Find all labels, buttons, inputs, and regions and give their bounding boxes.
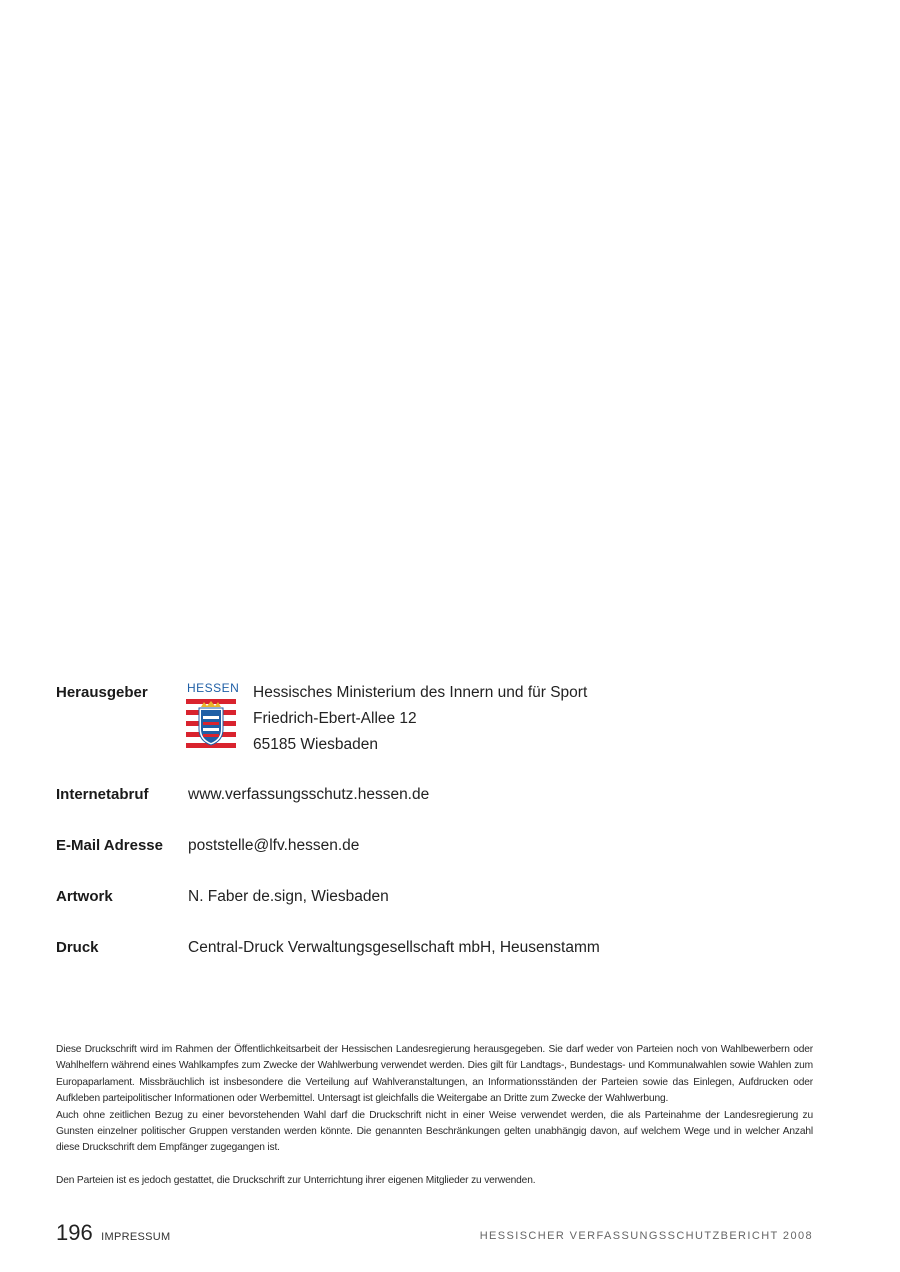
- hessen-logo: [186, 682, 238, 752]
- artwork-label: Artwork: [56, 888, 113, 905]
- report-title: HESSISCHER VERFASSUNGSSCHUTZBERICHT 2008: [479, 1230, 813, 1242]
- hessen-coat-of-arms-icon: [186, 699, 236, 749]
- internet-link[interactable]: www.verfassungsschutz.hessen.de: [188, 786, 430, 803]
- notice-paragraph-2: Auch ohne zeitlichen Bezug zu einer bevorstehenden Wahl darf die Druckschrift nicht in einer Weise verwendet werden, die als Parteinahme der Landesregierung zu Gunsten einzelner politischer Gruppen verstanden werden könnte. Die genannten Beschränkungen gelten unabhängig davon, auf welchem Wege und in welcher Anzahl diese Druckschrift dem Empfänger zugegangen ist.: [56, 1109, 813, 1154]
- footer-left: [56, 1220, 171, 1246]
- email-label: E-Mail Adresse: [56, 837, 163, 854]
- email-row: [56, 835, 836, 886]
- internet-row: [56, 784, 836, 835]
- page-number: 196: [56, 1220, 93, 1245]
- email-link[interactable]: poststelle@lfv.hessen.de: [188, 837, 360, 854]
- artwork-row: [56, 886, 836, 937]
- imprint-block: [56, 682, 836, 988]
- notice-paragraph-1: Diese Druckschrift wird im Rahmen der Öffentlichkeitsarbeit der Hessischen Landesregierung herausgegeben. Sie darf weder von Parteien noch von Wahlbewerbern oder Wahlhelfern während eines Wahlkampfes zum Zwecke der Wahlwerbung verwendet werden. Dies gilt für Landtags-, Bundestags- und Kommunalwahlen sowie Wahlen zum Europaparlament. Missbräuchlich ist insbesondere die Verteilung auf Wahlveranstaltungen, an Informationsständen der Parteien sowie das Einlegen, Aufdrucken oder Aufkleben parteipolitischer Informationen oder Werbemittel. Untersagt ist gleichfalls die Weitergabe an Dritte zum Zwecke der Wahlwerbung.: [56, 1044, 813, 1105]
- notice-paragraph-3: Den Parteien ist es jedoch gestattet, die Druckschrift zur Unterrichtung ihrer eigenen Mitglieder zu verwenden.: [56, 1174, 536, 1186]
- publisher-name: Hessisches Ministerium des Innern und für Sport: [253, 684, 588, 701]
- print-value: Central-Druck Verwaltungsgesellschaft mbH, Heusenstamm: [188, 939, 600, 956]
- print-label: Druck: [56, 939, 99, 956]
- publisher-address: [253, 680, 587, 758]
- section-title: IMPRESSUM: [101, 1231, 171, 1243]
- legal-notice: [56, 1042, 813, 1189]
- internet-label: Internetabruf: [56, 786, 149, 803]
- print-row: [56, 937, 836, 988]
- publisher-street: Friedrich-Ebert-Allee 12: [253, 710, 417, 727]
- hessen-logo-text: HESSEN: [187, 681, 240, 695]
- artwork-value: N. Faber de.sign, Wiesbaden: [188, 888, 389, 905]
- publisher-city: 65185 Wiesbaden: [253, 736, 378, 753]
- publisher-row: [56, 682, 836, 784]
- publisher-label: Herausgeber: [56, 684, 148, 701]
